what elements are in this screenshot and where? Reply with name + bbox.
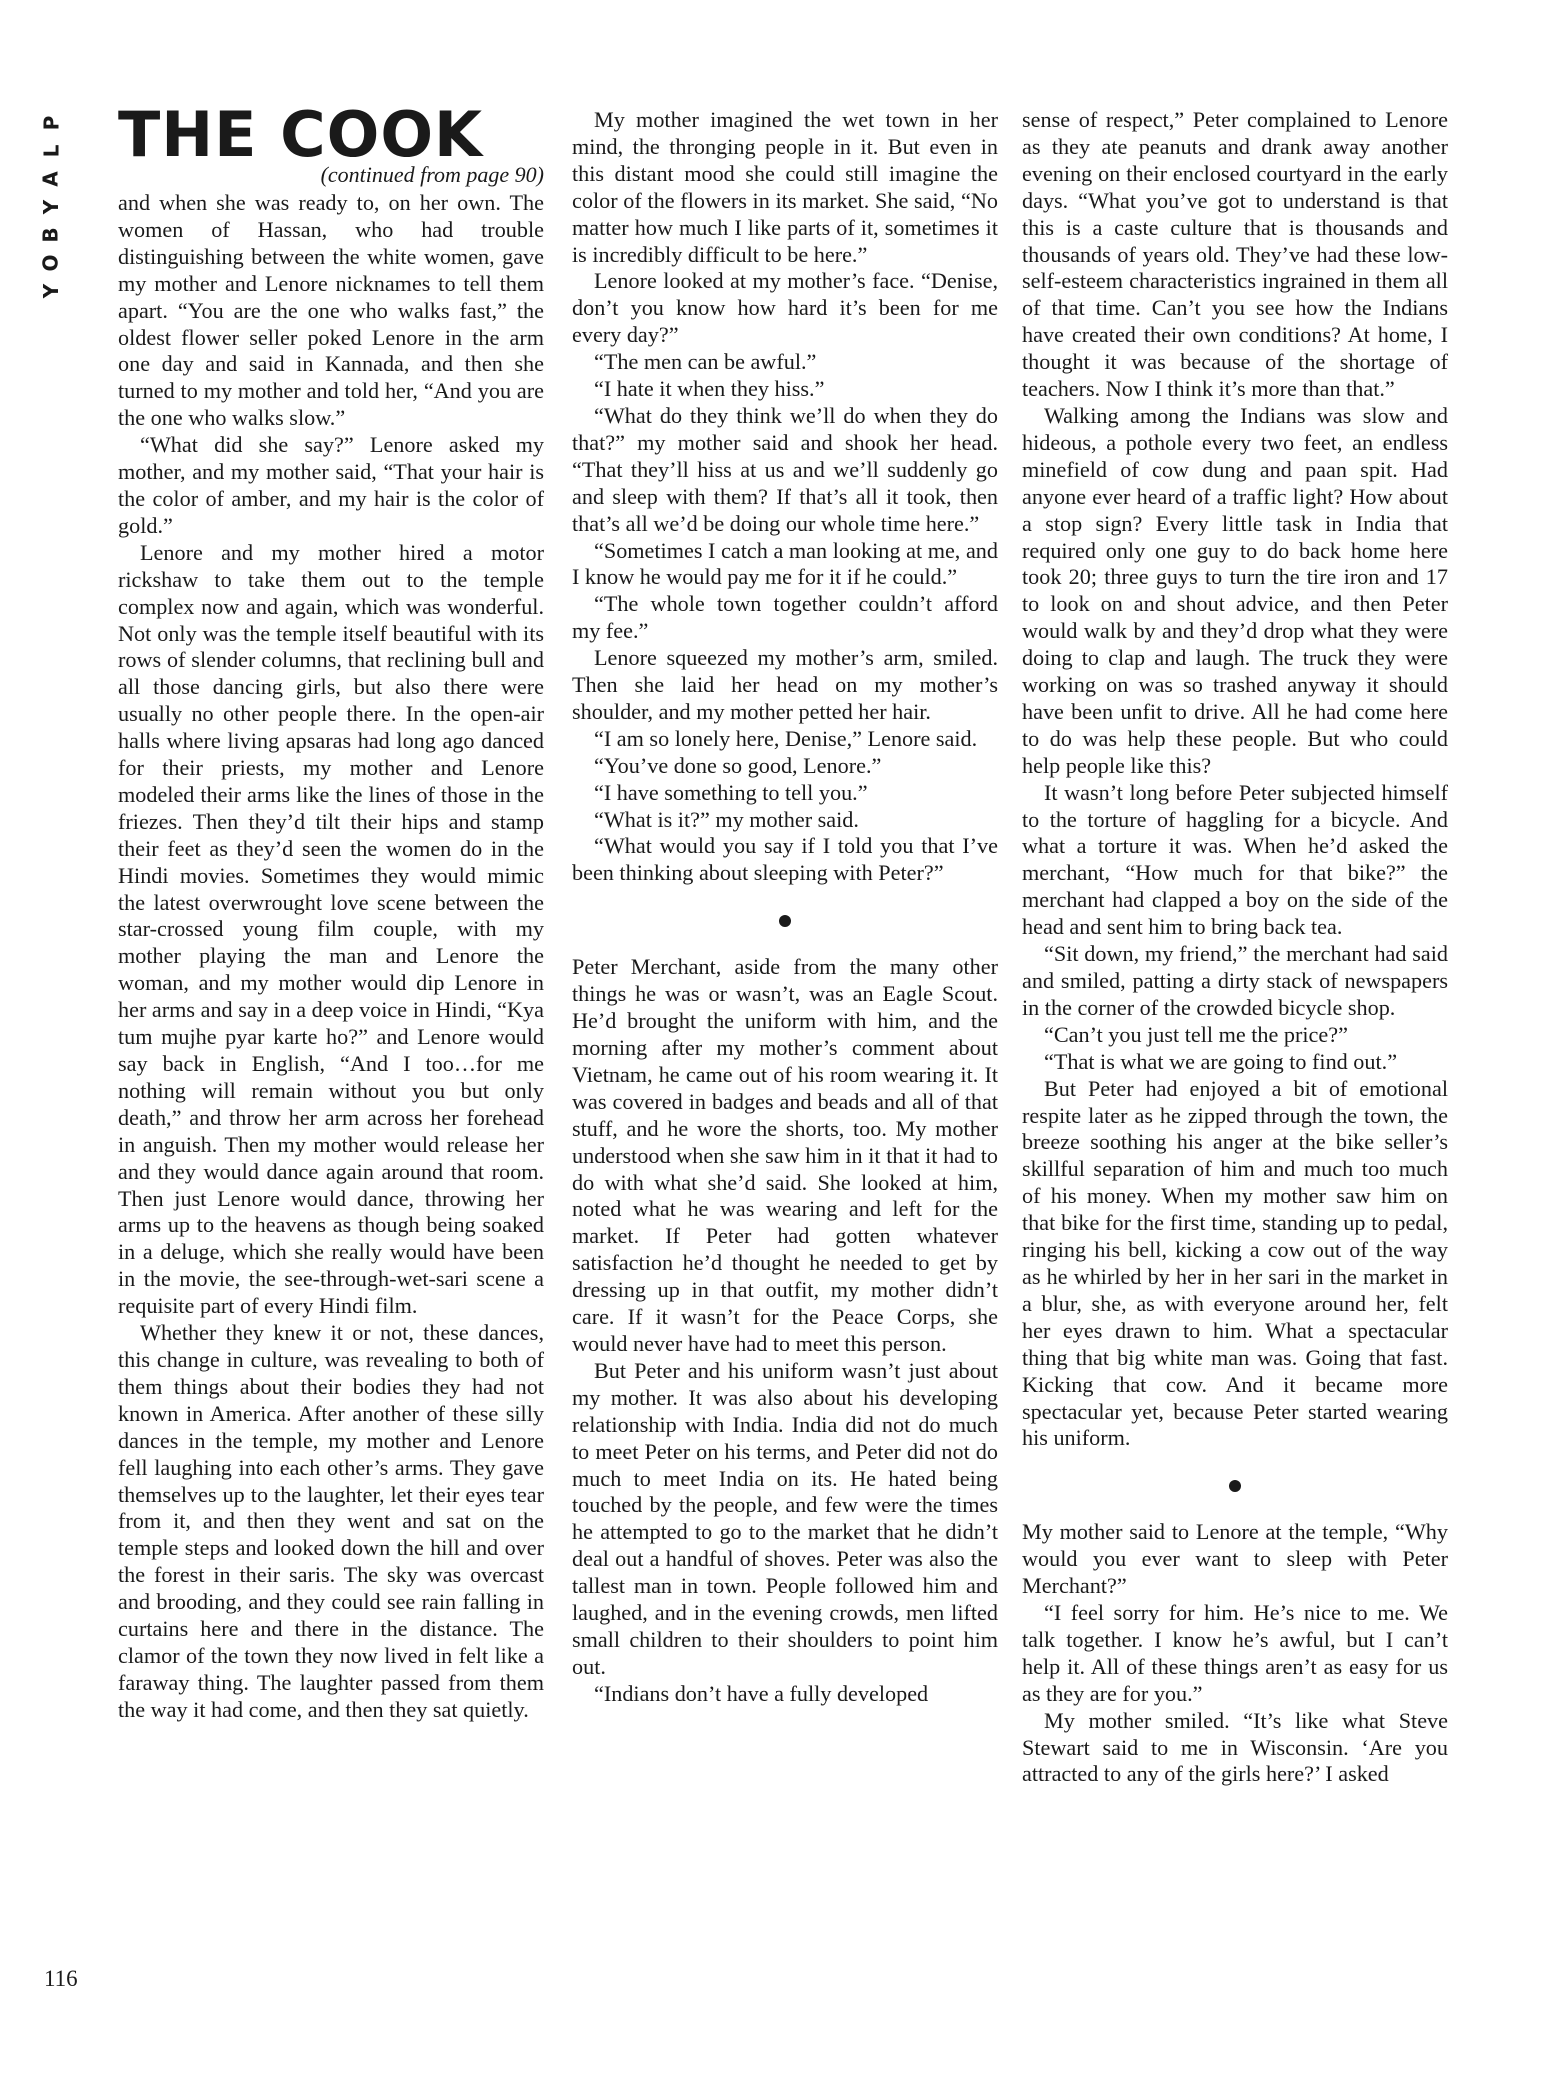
- paragraph: “What do they think we’ll do when they do that?” my mother said and shook her head. “That they’ll hiss at us and we’ll suddenly go and sleep with them? If that’s all it took, then that’s all we’d be doing our whole time here.”: [572, 402, 998, 536]
- paragraph: But Peter and his uniform wasn’t just about my mother. It was also about his developing relationship with India. India did not do much to meet Peter on his terms, and Peter did not do much to meet India on its. He hated being touched by the people, and few were the times he attempted to go to the market that he didn’t deal out a handful of shoves. Peter was also the tallest man in town. People followed him and laughed, and in the evening crowds, men lifted small children to their shoulders to point him out.: [572, 1357, 998, 1679]
- paragraph: “Sit down, my friend,” the merchant had said and smiled, patting a dirty stack of newspapers in the corner of the crowded bicycle shop.: [1022, 941, 1448, 1020]
- continued-note: (continued from page 90): [320, 162, 544, 187]
- masthead-letter: O: [38, 254, 63, 272]
- paragraph: Whether they knew it or not, these dances, this change in culture, was revealing to both of them things about their bodies they had not known in America. After another of these silly dances in the temple, my mother and Lenore fell laughing into each other’s arms. They gave themselves up to the laughter, let their eyes tear from it, and then they went and sat on the temple steps and looked down the hill and over the forest in their saris. The sky was overcast and brooding, and they could see rain falling in curtains here and there in the distance. The clamor of the town they now lived in felt like a faraway thing. The laughter passed from them the way it had come, and then they sat quietly.: [118, 1320, 544, 1722]
- paragraph: My mother imagined the wet town in her mind, the thronging people in it. But even in this distant mood she could still imagine the color of the flowers in its market. She said, “No matter how much I like parts of it, sometimes it is incredibly difficult to be here.”: [572, 107, 998, 267]
- paragraph: “What is it?” my mother said.: [594, 806, 859, 832]
- paragraph: “Sometimes I catch a man looking at me, and I know he would pay me for it if he could.”: [572, 537, 998, 590]
- column-1: [118, 190, 544, 1724]
- column-3: [1022, 107, 1448, 1788]
- section-break-bullet: [1022, 1452, 1448, 1519]
- paragraph: It wasn’t long before Peter subjected himself to the torture of haggling for a bicycle. And what a torture it was. When he’d asked the merchant, “How much for that bike?” the merchant had clapped a boy on the side of the head and sent him to bring back tea.: [1022, 779, 1448, 940]
- paragraph: Lenore and my mother hired a motor rickshaw to take them out to the temple complex now and again, which was wonderful. Not only was the temple itself beautiful with its rows of slender columns, that reclining bull and all those dancing girls, but also there were usually no other people there. In the open-air halls where living apsaras had long ago danced for their priests, my mother and Lenore modeled their arms like the lines of those in the friezes. Then they’d tilt their hips and stamp their feet as they’d seen the women do in the Hindi movies. Sometimes they would mimic the latest overwrought love scene between the star-crossed young film couple, with my mother playing the man and Lenore the woman, and my mother would dip Lenore in her arms and say in a deep voice in Hindi, “Kya tum mujhe pyar karte ho?” and Lenore would say back in English, “And I too…for me nothing will remain without you but only death,” and throw her arm across her forehead in anguish. Then my mother would release her and they would dance again around that room. Then just Lenore would dance, throwing her arms up to the heavens as though being soaked in a deluge, which she really would have been in the movie, the see-through-wet-sari scene a requisite part of every Hindi film.: [118, 539, 544, 1319]
- paragraph: Lenore squeezed my mother’s arm, smiled. Then she laid her head on my mother’s shoulder, and my mother petted her hair.: [572, 645, 998, 724]
- masthead-letter: P: [38, 115, 63, 131]
- paragraph: “I have something to tell you.”: [594, 779, 868, 805]
- masthead-letter: Y: [38, 283, 63, 299]
- paragraph: But Peter had enjoyed a bit of emotional respite later as he zipped through the town, the breeze soothing his anger at the bike seller’s skillful separation of him and much too much of his money. When my mother saw him on that bike for the first time, standing up to pedal, ringing his bell, kicking a cow out of the way as he whirled by her in her sari in the market in a blur, she, as with everyone around her, felt her eyes drawn to him. What a spectacular thing that big white man was. Going that fast. Kicking that cow. And it became more spectacular yet, because Peter started wearing his uniform.: [1022, 1075, 1448, 1451]
- column-2: [572, 107, 998, 1708]
- paragraph: “What did she say?” Lenore asked my mother, and my mother said, “That your hair is the color of amber, and my hair is the color of gold.”: [118, 432, 544, 538]
- paragraph: “The whole town together couldn’t afford my fee.”: [572, 591, 998, 644]
- paragraph: “You’ve done so good, Lenore.”: [594, 752, 882, 778]
- paragraph: Lenore looked at my mother’s face. “Denise, don’t you know how hard it’s been for me every day?”: [572, 268, 998, 348]
- paragraph: “That is what we are going to find out.”: [1044, 1048, 1398, 1074]
- masthead-letter: B: [39, 227, 63, 243]
- bullet-dot: [1229, 1480, 1241, 1492]
- bullet-dot: [779, 915, 791, 927]
- paragraph: “What would you say if I told you that I’ve been thinking about sleeping with Peter?”: [572, 833, 998, 886]
- paragraph: and when she was ready to, on her own. The women of Hassan, who had trouble distinguishing between the white women, gave my mother and Lenore nicknames to tell them apart. “You are the one who walks fast,” the oldest flower seller poked Lenore in the arm one day and said in Kannada, and then she turned to my mother and told her, “And you are the one who walks slow.”: [118, 190, 544, 431]
- paragraph: “Can’t you just tell me the price?”: [1044, 1021, 1348, 1047]
- section-break-bullet: [572, 887, 998, 954]
- paragraph: sense of respect,” Peter complained to Lenore as they ate peanuts and drank away another evening on their enclosed courtyard in the early days. “What you’ve got to understand is that this is a caste culture that is thousands and thousands of years old. They’ve had these low-self-esteem characteristics ingrained in them all of that time. Can’t you see how the Indians have created their own conditions? At home, I thought it was because of the shortage of teachers. Now I think it’s more than that.”: [1022, 107, 1448, 402]
- playboy-masthead: [36, 112, 66, 302]
- paragraph: Walking among the Indians was slow and hideous, a pothole every two feet, an endless minefield of cow dung and paan spit. Had anyone ever heard of a traffic light? How about a stop sign? Every little task in India that required only one guy to do back home here took 20; three guys to turn the tire iron and 17 to look on and shout advice, and then Peter would walk by and they’d drop what they were doing to clap and laugh. The truck they were working on was so trashed anyway it should have been unfit to drive. All he had come here to do was help these people. But who could help people like this?: [1022, 402, 1448, 778]
- masthead-letter: L: [39, 144, 63, 158]
- paragraph: “I am so lonely here, Denise,” Lenore said.: [594, 725, 978, 751]
- paragraph: My mother said to Lenore at the temple, “Why would you ever want to sleep with Peter Merchant?”: [1022, 1519, 1448, 1599]
- paragraph: “The men can be awful.”: [594, 349, 817, 375]
- paragraph: Peter Merchant, aside from the many other things he was or wasn’t, was an Eagle Scout. He’d brought the uniform with him, and the morning after my mother’s comment about Vietnam, he came out of his room wearing it. It was covered in badges and beads and all of that stuff, and he wore the shorts, too. My mother understood when she saw him in it that it had to do with what she’d said. She looked at him, noted what he was wearing and left for the market. If Peter had gotten whatever satisfaction he’d thought he needed to get by dressing up in that outfit, my mother didn’t care. If it wasn’t for the Peace Corps, she would never have had to meet this person.: [572, 954, 998, 1356]
- masthead-letter: A: [38, 171, 63, 187]
- article-title: THE COOK: [118, 98, 484, 171]
- page-number: 116: [44, 1966, 78, 1991]
- paragraph: “I feel sorry for him. He’s nice to me. We talk together. I know he’s awful, but I can’t help it. All of these things aren’t as easy for us as they are for you.”: [1022, 1600, 1448, 1706]
- paragraph: My mother smiled. “It’s like what Steve Stewart said to me in Wisconsin. ‘Are you attracted to any of the girls here?’ I asked: [1022, 1707, 1448, 1787]
- paragraph: “I hate it when they hiss.”: [594, 376, 825, 402]
- paragraph: “Indians don’t have a fully developed: [594, 1680, 929, 1706]
- masthead-letter: Y: [38, 199, 63, 215]
